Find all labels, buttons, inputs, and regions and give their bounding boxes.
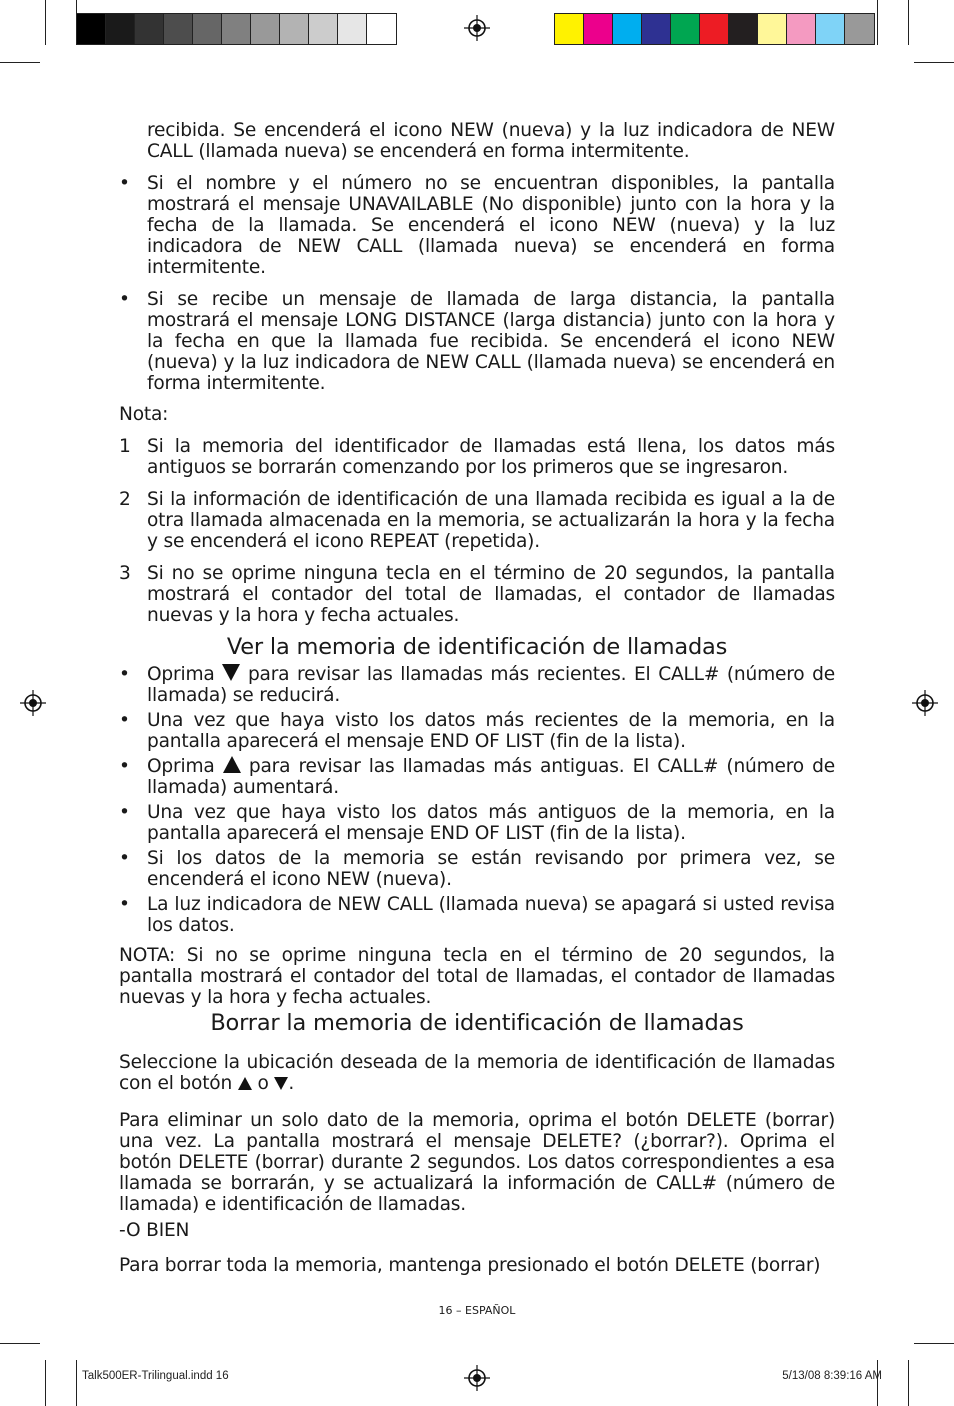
bullet-text-end: para revisar las llamadas más recientes. El CALL# (número de llamada) se reducirá. xyxy=(147,664,835,706)
bullet-text-start: Oprima xyxy=(147,664,215,685)
color-swatch xyxy=(338,14,367,44)
bullet-text: Si los datos de la memoria se están revisando por primera vez, se encenderá el icono NEW (nueva). xyxy=(147,848,835,890)
registration-mark-icon xyxy=(464,15,490,41)
registration-mark-icon xyxy=(464,1365,490,1391)
numbered-item xyxy=(119,489,835,552)
up-arrow-icon xyxy=(238,1077,252,1090)
bullet-text: Una vez que haya visto los datos más antiguos de la memoria, en la pantalla aparecerá el mensaje END OF LIST (fin de la lista). xyxy=(147,802,835,844)
bullet-text: Una vez que haya visto los datos más recientes de la memoria, en la pantalla aparecerá el mensaje END OF LIST (fin de la lista). xyxy=(147,710,835,752)
color-swatch xyxy=(280,14,309,44)
color-swatch xyxy=(845,14,874,44)
bullet-text: Si el nombre y el número no se encuentran disponibles, la pantalla mostrará el mensaje UNAVAILABLE (No disponible) junto con la hora y la fecha de la llamada. Se encenderá el icono NEW (nueva) y la luz indicadora de NEW CALL (llamada nueva) se encenderá en forma intermitente. xyxy=(147,173,835,278)
list-item xyxy=(119,802,835,844)
crop-mark xyxy=(0,1343,40,1344)
list-item xyxy=(119,756,835,798)
list-item xyxy=(119,289,835,394)
bullet: • xyxy=(119,664,130,685)
bullet: • xyxy=(119,289,130,310)
list-item xyxy=(119,664,835,706)
down-arrow-icon xyxy=(222,664,240,681)
paragraph: Para borrar toda la memoria, mantenga presionado el botón DELETE (borrar) xyxy=(119,1255,821,1276)
page-footer: 16 – ESPAÑOL xyxy=(438,1304,516,1317)
registration-mark-icon xyxy=(912,690,938,716)
paragraph-text: Seleccione la ubicación deseada de la memoria de identificación de llamadas con el botón xyxy=(119,1052,835,1094)
crop-mark xyxy=(914,62,954,63)
o-bien-label: -O BIEN xyxy=(119,1220,190,1241)
color-swatch xyxy=(816,14,845,44)
bullet-text: Si se recibe un mensaje de llamada de larga distancia, la pantalla mostrará el mensaje LONG DISTANCE (larga distancia) junto con la hora y la fecha en que la llamada fue recibida. Se encenderá el icono NEW (nueva) y la luz indicadora de NEW CALL (llamada nueva) se encenderá en forma intermitente. xyxy=(147,289,835,394)
crop-mark xyxy=(908,0,909,45)
bullet: • xyxy=(119,848,130,869)
bullet-text-start: Oprima xyxy=(147,756,215,777)
bullet: • xyxy=(119,756,130,777)
crop-mark xyxy=(0,62,40,63)
registration-mark-icon xyxy=(20,690,46,716)
paragraph xyxy=(119,1052,835,1094)
color-swatch xyxy=(555,14,584,44)
color-swatch xyxy=(671,14,700,44)
bullet: • xyxy=(119,173,130,194)
section-heading: Ver la memoria de identificación de llamadas xyxy=(226,634,728,660)
file-slug: Talk500ER-Trilingual.indd 16 xyxy=(82,1370,229,1382)
item-number: 3 xyxy=(119,563,131,584)
bullet: • xyxy=(119,710,130,731)
color-swatch xyxy=(222,14,251,44)
section-heading: Borrar la memoria de identificación de llamadas xyxy=(210,1010,744,1036)
color-swatch xyxy=(642,14,671,44)
color-swatch xyxy=(251,14,280,44)
item-text: Si la memoria del identificador de llamadas está llena, los datos más antiguos se borrarán comenzando por los primeros que se ingresaron. xyxy=(147,436,835,478)
bullet: • xyxy=(119,802,130,823)
color-swatch xyxy=(164,14,193,44)
item-text: Si no se oprime ninguna tecla en el término de 20 segundos, la pantalla mostrará el contador del total de llamadas, el contador de llamadas nuevas y la hora y fecha actuales. xyxy=(147,563,835,626)
list-item xyxy=(119,173,835,278)
color-swatch xyxy=(193,14,222,44)
crop-mark xyxy=(877,0,878,45)
color-swatch xyxy=(729,14,758,44)
color-swatch xyxy=(135,14,164,44)
list-item xyxy=(119,710,835,752)
down-arrow-icon xyxy=(274,1077,288,1090)
crop-mark xyxy=(45,0,46,45)
color-swatch xyxy=(613,14,642,44)
list-item xyxy=(119,848,835,890)
crop-mark xyxy=(908,1360,909,1406)
grayscale-color-bar xyxy=(76,13,397,45)
nota-paragraph: NOTA: Si no se oprime ninguna tecla en el término de 20 segundos, la pantalla mostrará el contador del total de llamadas, el contador de llamadas nuevas y la hora y fecha actuales. xyxy=(119,945,835,1008)
color-swatch xyxy=(787,14,816,44)
crop-mark xyxy=(914,1343,954,1344)
crop-mark xyxy=(45,1360,46,1406)
color-swatch xyxy=(367,14,396,44)
intro-paragraph: recibida. Se encenderá el icono NEW (nueva) y la luz indicadora de NEW CALL (llamada nueva) se encenderá en forma intermitente. xyxy=(147,120,835,162)
page-content xyxy=(119,120,835,1276)
bullet-text-end: para revisar las llamadas más antiguas. El CALL# (número de llamada) aumentará. xyxy=(147,756,835,798)
color-swatch xyxy=(584,14,613,44)
color-swatch xyxy=(106,14,135,44)
bullet-text: La luz indicadora de NEW CALL (llamada nueva) se apagará si usted revisa los datos. xyxy=(147,894,835,936)
process-color-bar xyxy=(554,13,875,45)
crop-mark xyxy=(76,1360,77,1406)
bullet: • xyxy=(119,894,130,915)
item-number: 2 xyxy=(119,489,131,510)
color-swatch xyxy=(700,14,729,44)
crop-mark xyxy=(877,1360,878,1406)
numbered-item xyxy=(119,436,835,478)
nota-label: Nota: xyxy=(119,404,169,425)
paragraph: Para eliminar un solo dato de la memoria, oprima el botón DELETE (borrar) una vez. La pantalla mostrará el mensaje DELETE? (¿borrar?). Oprima el botón DELETE (borrar) durante 2 segundos. Los datos correspondientes a esa llamada se borrarán, y se actualizará la información de CALL# (número de llamada) e identificación de llamadas. xyxy=(119,1110,835,1215)
numbered-item xyxy=(119,563,835,626)
color-swatch xyxy=(77,14,106,44)
color-swatch xyxy=(309,14,338,44)
item-text: Si la información de identificación de una llamada recibida es igual a la de otra llamada almacenada en la memoria, se actualizarán la hora y la fecha y se encenderá el icono REPEAT (repetida). xyxy=(147,489,835,552)
list-item xyxy=(119,894,835,936)
paragraph-text: o xyxy=(257,1073,269,1094)
date-slug: 5/13/08 8:39:16 AM xyxy=(782,1370,882,1382)
up-arrow-icon xyxy=(223,756,241,773)
color-swatch xyxy=(758,14,787,44)
paragraph-text: . xyxy=(288,1073,295,1094)
item-number: 1 xyxy=(119,436,131,457)
